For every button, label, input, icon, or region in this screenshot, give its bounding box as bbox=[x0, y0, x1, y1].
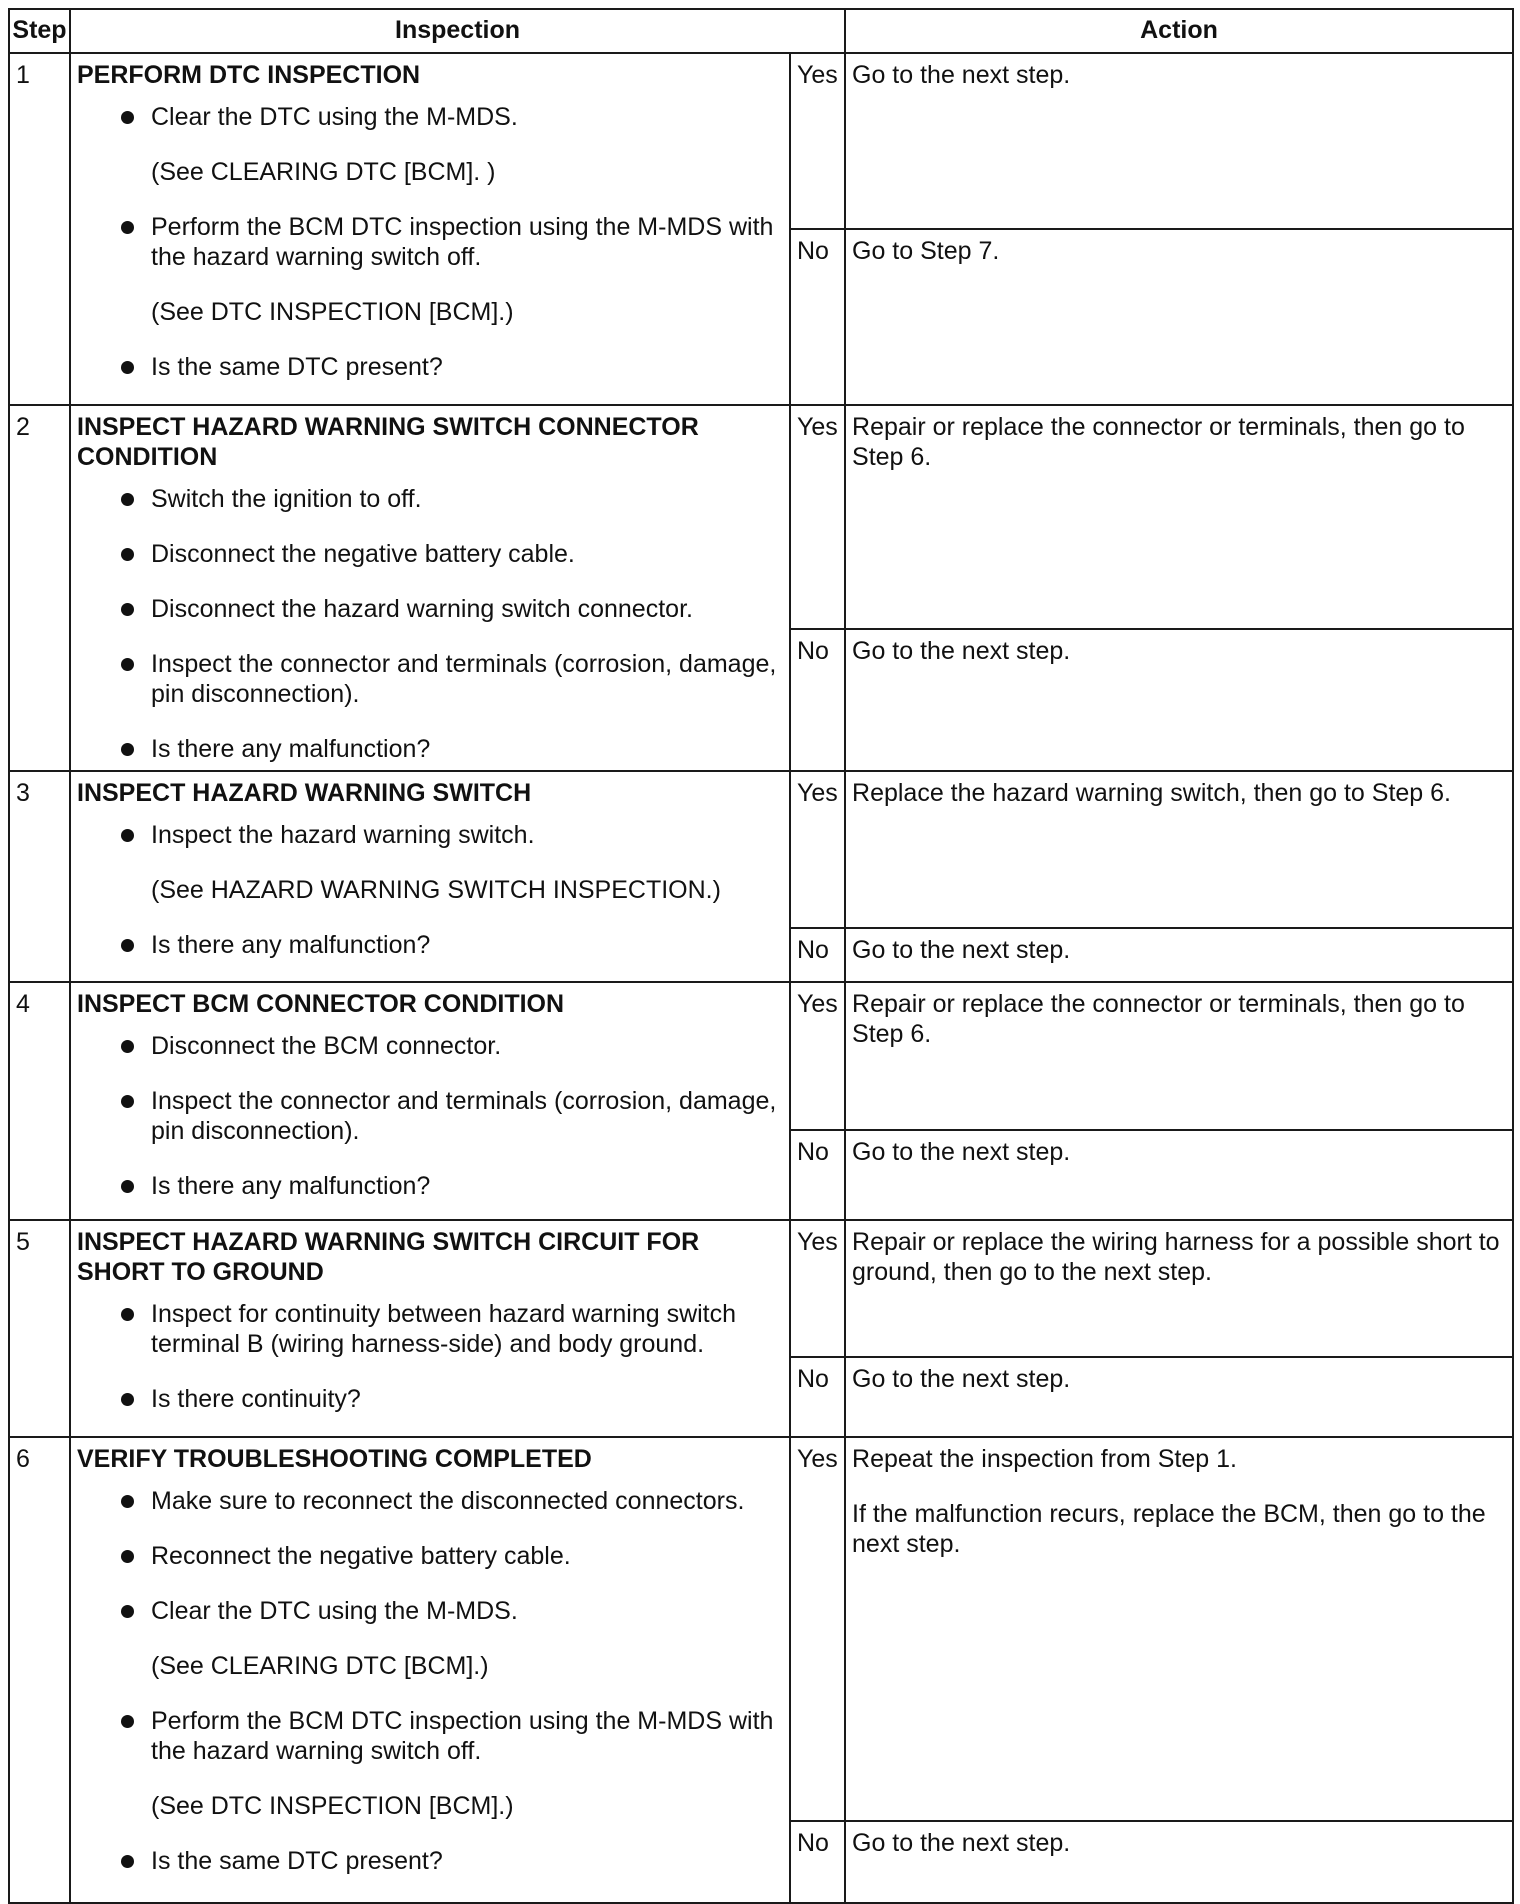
bullet-icon bbox=[121, 1308, 134, 1321]
yes-label: Yes bbox=[790, 771, 845, 928]
bullet-icon bbox=[121, 493, 134, 506]
bullet-icon bbox=[121, 658, 134, 671]
no-action bbox=[845, 1357, 1513, 1437]
no-action bbox=[845, 928, 1513, 982]
inspection-title: INSPECT HAZARD WARNING SWITCH CIRCUIT FOR SHORT TO GROUND bbox=[77, 1228, 700, 1286]
list-item bbox=[77, 297, 783, 327]
list-item bbox=[77, 352, 783, 382]
yes-label: Yes bbox=[790, 405, 845, 629]
yes-label: Yes bbox=[790, 53, 845, 229]
bullet-icon bbox=[121, 939, 134, 952]
list-item bbox=[77, 157, 783, 187]
item-text: Make sure to reconnect the disconnected connectors. bbox=[151, 1487, 745, 1515]
table-body bbox=[9, 53, 1513, 1903]
action-text: Repeat the inspection from Step 1. bbox=[852, 1445, 1237, 1473]
item-text: Inspect the connector and terminals (corrosion, damage, pin disconnection). bbox=[151, 650, 777, 708]
bullet-icon bbox=[121, 1550, 134, 1563]
item-text: Is there continuity? bbox=[151, 1385, 361, 1413]
table-row bbox=[9, 405, 1513, 629]
no-action bbox=[845, 229, 1513, 405]
no-action bbox=[845, 1821, 1513, 1903]
reference-note: (See CLEARING DTC [BCM]. ) bbox=[151, 158, 496, 186]
list-item bbox=[77, 1486, 783, 1516]
troubleshooting-table bbox=[8, 8, 1514, 1904]
action-text: Go to the next step. bbox=[852, 1365, 1071, 1393]
bullet-icon bbox=[121, 1180, 134, 1193]
list-item bbox=[77, 212, 783, 272]
step-number: 2 bbox=[9, 405, 70, 771]
yes-label: Yes bbox=[790, 1437, 845, 1821]
bullet-icon bbox=[121, 1605, 134, 1618]
yes-action bbox=[845, 771, 1513, 928]
step-number: 3 bbox=[9, 771, 70, 982]
bullet-icon bbox=[121, 1715, 134, 1728]
no-label: No bbox=[790, 1130, 845, 1220]
item-text: Disconnect the negative battery cable. bbox=[151, 540, 575, 568]
item-text: Inspect for continuity between hazard warning switch terminal B (wiring harness-side) and body ground. bbox=[151, 1300, 737, 1358]
inspection-cell bbox=[70, 1437, 790, 1903]
no-label: No bbox=[790, 1357, 845, 1437]
list-item bbox=[77, 1384, 783, 1414]
inspection-title: VERIFY TROUBLESHOOTING COMPLETED bbox=[77, 1445, 592, 1473]
bullet-icon bbox=[121, 111, 134, 124]
action-text: Go to Step 7. bbox=[852, 237, 1000, 265]
list-item bbox=[77, 1031, 783, 1061]
inspection-title: INSPECT HAZARD WARNING SWITCH bbox=[77, 779, 532, 807]
list-item bbox=[77, 1596, 783, 1626]
list-item bbox=[77, 1171, 783, 1201]
list-item bbox=[77, 1541, 783, 1571]
item-text: Is there any malfunction? bbox=[151, 735, 431, 763]
inspection-cell bbox=[70, 405, 790, 771]
header-step: Step bbox=[9, 9, 70, 53]
item-text: Disconnect the hazard warning switch connector. bbox=[151, 595, 693, 623]
no-label: No bbox=[790, 629, 845, 771]
inspection-items bbox=[77, 820, 783, 960]
reference-note: (See CLEARING DTC [BCM].) bbox=[151, 1652, 489, 1680]
item-text: Reconnect the negative battery cable. bbox=[151, 1542, 571, 1570]
list-item bbox=[77, 1846, 783, 1876]
action-text: Repair or replace the connector or terminals, then go to Step 6. bbox=[852, 413, 1465, 471]
item-text: Inspect the hazard warning switch. bbox=[151, 821, 535, 849]
action-text: Repair or replace the connector or terminals, then go to Step 6. bbox=[852, 990, 1465, 1048]
step-number: 6 bbox=[9, 1437, 70, 1903]
item-text: Clear the DTC using the M-MDS. bbox=[151, 103, 518, 131]
yes-action bbox=[845, 405, 1513, 629]
action-text: Go to the next step. bbox=[852, 1829, 1071, 1857]
table-row bbox=[9, 982, 1513, 1130]
table-row bbox=[9, 53, 1513, 229]
action-text: Go to the next step. bbox=[852, 636, 1071, 665]
table-row bbox=[9, 1437, 1513, 1821]
list-item bbox=[77, 102, 783, 132]
bullet-icon bbox=[121, 1095, 134, 1108]
list-item bbox=[77, 734, 783, 764]
action-text: If the malfunction recurs, replace the BCM, then go to the next step. bbox=[852, 1500, 1486, 1558]
inspection-cell bbox=[70, 53, 790, 405]
no-label: No bbox=[790, 229, 845, 405]
inspection-cell bbox=[70, 982, 790, 1220]
inspection-cell bbox=[70, 771, 790, 982]
inspection-items bbox=[77, 1299, 783, 1414]
yes-label: Yes bbox=[790, 1220, 845, 1357]
yes-action bbox=[845, 53, 1513, 229]
header-inspection: Inspection bbox=[70, 9, 845, 53]
step-number: 1 bbox=[9, 53, 70, 405]
no-action bbox=[845, 1130, 1513, 1220]
item-text: Is there any malfunction? bbox=[151, 1172, 431, 1200]
list-item bbox=[77, 484, 783, 514]
list-item bbox=[77, 1706, 783, 1766]
list-item bbox=[77, 594, 783, 624]
table-row bbox=[9, 771, 1513, 928]
yes-action bbox=[845, 1220, 1513, 1357]
action-text: Replace the hazard warning switch, then go to Step 6. bbox=[852, 779, 1451, 807]
bullet-icon bbox=[121, 1495, 134, 1508]
header-action: Action bbox=[845, 9, 1513, 53]
yes-action bbox=[845, 1437, 1513, 1821]
reference-note: (See HAZARD WARNING SWITCH INSPECTION.) bbox=[151, 876, 721, 904]
no-action bbox=[845, 629, 1513, 771]
item-text: Switch the ignition to off. bbox=[151, 485, 422, 513]
item-text: Clear the DTC using the M-MDS. bbox=[151, 1597, 518, 1625]
bullet-icon bbox=[121, 829, 134, 842]
yes-action bbox=[845, 982, 1513, 1130]
list-item bbox=[77, 649, 783, 709]
action-text: Go to the next step. bbox=[852, 61, 1071, 89]
inspection-items bbox=[77, 1031, 783, 1201]
no-label: No bbox=[790, 1821, 845, 1903]
item-text: Is the same DTC present? bbox=[151, 353, 443, 381]
inspection-items bbox=[77, 484, 783, 764]
list-item bbox=[77, 1086, 783, 1146]
reference-note: (See DTC INSPECTION [BCM].) bbox=[151, 1792, 514, 1820]
bullet-icon bbox=[121, 1855, 134, 1868]
list-item bbox=[77, 1791, 783, 1821]
table-row bbox=[9, 1220, 1513, 1357]
bullet-icon bbox=[121, 221, 134, 234]
inspection-cell bbox=[70, 1220, 790, 1437]
list-item bbox=[77, 875, 783, 905]
item-text: Perform the BCM DTC inspection using the M-MDS with the hazard warning switch off. bbox=[151, 213, 774, 271]
header-row bbox=[9, 9, 1513, 53]
item-text: Is there any malfunction? bbox=[151, 931, 431, 959]
action-text: Repair or replace the wiring harness for a possible short to ground, then go to the next step. bbox=[852, 1228, 1500, 1286]
item-text: Disconnect the BCM connector. bbox=[151, 1032, 502, 1060]
inspection-title: INSPECT BCM CONNECTOR CONDITION bbox=[77, 990, 565, 1018]
action-text: Go to the next step. bbox=[852, 1138, 1071, 1166]
yes-label: Yes bbox=[790, 982, 845, 1130]
bullet-icon bbox=[121, 603, 134, 616]
inspection-title: PERFORM DTC INSPECTION bbox=[77, 61, 421, 89]
list-item bbox=[77, 1651, 783, 1681]
list-item bbox=[77, 539, 783, 569]
step-number: 4 bbox=[9, 982, 70, 1220]
item-text: Is the same DTC present? bbox=[151, 1847, 443, 1875]
list-item bbox=[77, 1299, 783, 1359]
troubleshooting-document bbox=[8, 8, 1512, 1886]
bullet-icon bbox=[121, 548, 134, 561]
no-label: No bbox=[790, 928, 845, 982]
list-item bbox=[77, 930, 783, 960]
inspection-items bbox=[77, 1486, 783, 1876]
item-text: Perform the BCM DTC inspection using the M-MDS with the hazard warning switch off. bbox=[151, 1707, 774, 1765]
bullet-icon bbox=[121, 361, 134, 374]
step-number: 5 bbox=[9, 1220, 70, 1437]
reference-note: (See DTC INSPECTION [BCM].) bbox=[151, 298, 514, 326]
list-item bbox=[77, 820, 783, 850]
inspection-title: INSPECT HAZARD WARNING SWITCH CONNECTOR CONDITION bbox=[77, 413, 699, 471]
action-text: Go to the next step. bbox=[852, 936, 1071, 964]
bullet-icon bbox=[121, 743, 134, 756]
bullet-icon bbox=[121, 1393, 134, 1406]
bullet-icon bbox=[121, 1040, 134, 1053]
item-text: Inspect the connector and terminals (corrosion, damage, pin disconnection). bbox=[151, 1087, 777, 1145]
inspection-items bbox=[77, 102, 783, 382]
